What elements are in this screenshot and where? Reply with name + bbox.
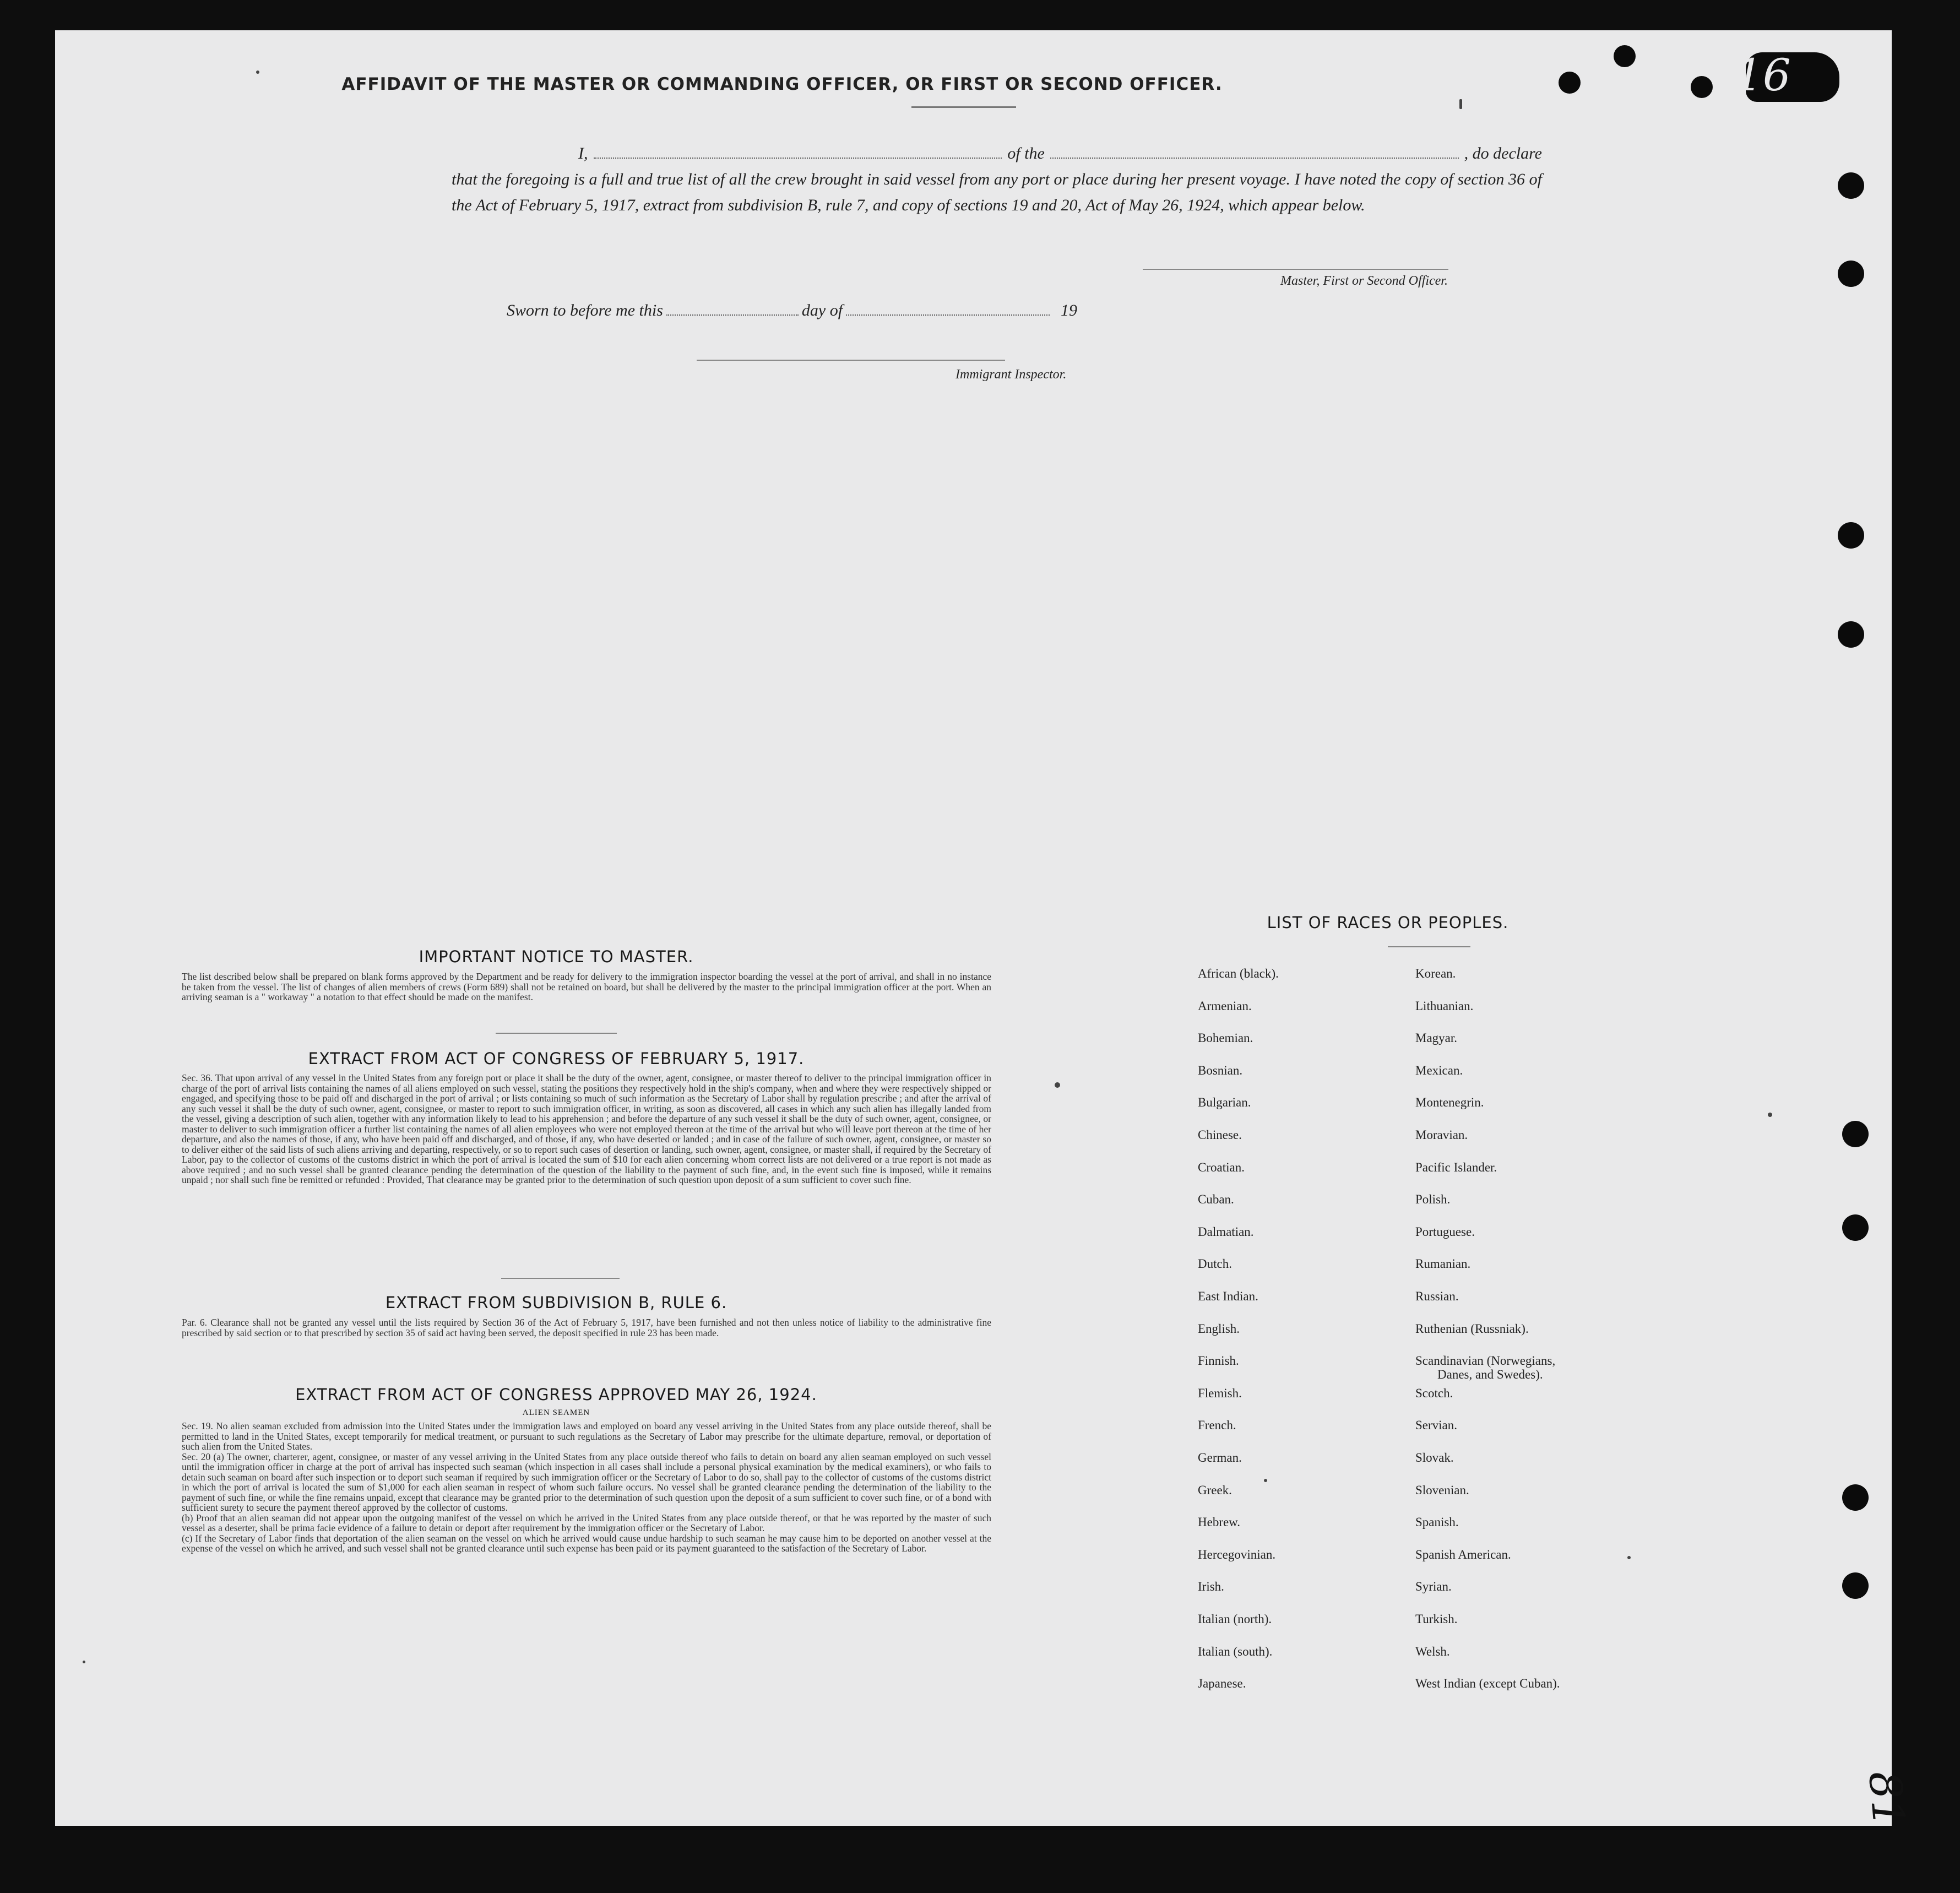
race-item: Turkish. <box>1415 1612 1458 1626</box>
scan-speck <box>1264 1479 1267 1482</box>
race-item: Polish. <box>1415 1192 1451 1207</box>
inspector-signature-line[interactable] <box>697 360 1005 361</box>
notice-divider <box>496 1033 617 1034</box>
race-item: Greek. <box>1198 1483 1232 1497</box>
affidavit-body <box>452 140 1542 218</box>
race-item: Bohemian. <box>1198 1031 1253 1045</box>
race-item: Bosnian. <box>1198 1063 1243 1077</box>
affidavit-statement: that the foregoing is a full and true list of all the crew brought in said vessel from any port or place during her present voyage. I have noted the copy of section 36 of the Act of February 5, 1917, extract from subdivision B, rule 7, and copy of sections 19 and 20, Act of May 26, 1924, which appear below. <box>452 170 1542 214</box>
section-20a: Sec. 20 (a) The owner, charterer, agent, consignee, or master of any vessel arriving in the United States from any place outside thereof who fails to detain on board any alien seaman employed on such vessel until the immigration officer in charge at the port of arrival has inspected such seaman (which inspection in all cases shall include a personal physical examination by the medical examiners), or who fails to detain such seaman on board after such inspection or to deport such seaman if required by such immigration officer or the Secretary of Labor to do so, shall pay to the collector of customs of the customs district in which the port of arrival is located the sum of $1,000 for each alien seaman in respect of whom such failure occurs. No vessel shall be granted clearance pending the determination of the liability to the payment of such fine, or while the fine remains unpaid, except that clearance may be granted prior to the determination of such question upon the deposit of a sum sufficient to cover such fine, or of a bond with sufficient surety to secure the payment thereof approved by the collector of customs. <box>182 1451 991 1513</box>
binder-hole <box>1838 172 1864 199</box>
race-item: Scandinavian (Norwegians, Danes, and Swedes). <box>1415 1354 1556 1382</box>
race-item: Spanish American. <box>1415 1547 1511 1561</box>
race-item: Armenian. <box>1198 999 1252 1013</box>
bottom-handwritten-number: 81 <box>1859 1769 1915 1830</box>
race-item: French. <box>1198 1418 1236 1433</box>
race-item: Mexican. <box>1415 1063 1463 1077</box>
race-item: Finnish. <box>1198 1354 1239 1368</box>
alien-seamen-subtitle: ALIEN SEAMEN <box>522 1408 590 1417</box>
sworn-year: 19 <box>1061 301 1078 319</box>
declarant-name-blank[interactable] <box>594 145 1002 159</box>
binder-hole <box>1838 261 1864 287</box>
sworn-day-label: day of <box>801 301 843 319</box>
race-item: German. <box>1198 1451 1242 1465</box>
scan-speck <box>256 70 259 74</box>
race-item: Welsh. <box>1415 1644 1450 1658</box>
inspector-signature-label: Immigrant Inspector. <box>955 367 1067 382</box>
race-item: Chinese. <box>1198 1128 1242 1142</box>
race-item: Lithuanian. <box>1415 999 1474 1013</box>
race-item: Irish. <box>1198 1580 1224 1594</box>
extract-1924-title: EXTRACT FROM ACT OF CONGRESS APPROVED MAY 26, 1924. <box>295 1385 817 1404</box>
binder-hole <box>1838 621 1864 648</box>
corner-handwritten-number: 16 <box>1735 50 1791 101</box>
extract-1917-divider <box>501 1278 620 1279</box>
scan-speck <box>1627 1556 1631 1559</box>
vessel-name-blank[interactable] <box>1050 145 1459 159</box>
race-item: West Indian (except Cuban). <box>1415 1677 1560 1691</box>
race-item: Scotch. <box>1415 1386 1453 1400</box>
binder-hole <box>1842 1121 1869 1147</box>
scan-speck <box>1768 1113 1772 1117</box>
notice-title: IMPORTANT NOTICE TO MASTER. <box>419 947 694 966</box>
binder-hole <box>1614 45 1636 67</box>
document-sheet <box>55 30 1892 1826</box>
race-item: Hebrew. <box>1198 1515 1241 1529</box>
notice-text: The list described below shall be prepared on blank forms approved by the Department and be ready for delivery to the immigration inspector boarding the vessel at the port of arrival, and shall in no instance be taken from the vessel. The list of changes of alien members of crews (Form 689) shall not be retained on board, but shall be delivered by the master to the principal immigration officer at the port. When an arriving seaman is a " workaway " a notation to that effect should be made on the manifest. <box>182 971 991 1002</box>
race-item: Russian. <box>1415 1289 1459 1303</box>
binder-hole <box>1691 76 1713 98</box>
sworn-line <box>507 301 1157 320</box>
affidavit-title: AFFIDAVIT OF THE MASTER OR COMMANDING OFFICER, OR FIRST OR SECOND OFFICER. <box>341 74 1223 94</box>
race-item: Korean. <box>1415 967 1456 980</box>
race-item: Bulgarian. <box>1198 1095 1251 1110</box>
binder-hole <box>1559 72 1581 94</box>
race-item: Portuguese. <box>1415 1224 1475 1239</box>
race-item: Hercegovinian. <box>1198 1547 1276 1561</box>
rule-6-text: Par. 6. Clearance shall not be granted any vessel until the lists required by Section 36 of the Act of February 5, 1917, have been furnished and not then unless notice of liability to the administrative fine prescribed by said section or to that prescribed by section 35 of said act having been served, the deposit specified in rule 23 has been made. <box>182 1317 991 1338</box>
race-item: Italian (south). <box>1198 1644 1273 1658</box>
section-20c: (c) If the Secretary of Labor finds that deportation of the alien seaman on the vessel on which he arrived would cause undue hardship to such seaman he may cause him to be deported on another vessel at the expense of the vessel on which he arrived, and such vessel shall not be granted clearance until such expense has been paid or its payment guaranteed to the satisfaction of the Secretary of Labor. <box>182 1532 991 1554</box>
races-left-column <box>1198 967 1418 1738</box>
race-item: Italian (north). <box>1198 1612 1272 1626</box>
race-item: English. <box>1198 1321 1240 1336</box>
race-item: Japanese. <box>1198 1677 1246 1691</box>
race-item: Flemish. <box>1198 1386 1242 1400</box>
binder-hole <box>1842 1214 1869 1241</box>
race-item: Dalmatian. <box>1198 1224 1254 1239</box>
title-underline <box>911 106 1016 108</box>
extract-1917-title: EXTRACT FROM ACT OF CONGRESS OF FEBRUARY 5, 1917. <box>308 1049 805 1068</box>
officer-signature-label: Master, First or Second Officer. <box>1280 274 1448 288</box>
declare-suffix: , do declare <box>1464 144 1542 162</box>
extract-1924-text <box>182 1421 991 1554</box>
vessel-prefix: of the <box>1007 144 1045 162</box>
race-item: Dutch. <box>1198 1257 1232 1271</box>
scan-speck <box>1055 1082 1060 1088</box>
races-title: LIST OF RACES OR PEOPLES. <box>1267 913 1509 932</box>
races-right-column <box>1415 967 1691 1738</box>
rule-6-title: EXTRACT FROM SUBDIVISION B, RULE 6. <box>385 1293 727 1312</box>
race-item: Rumanian. <box>1415 1257 1471 1271</box>
race-item: African (black). <box>1198 967 1279 980</box>
race-item: Moravian. <box>1415 1128 1468 1142</box>
declarant-prefix: I, <box>578 144 588 162</box>
race-item: Croatian. <box>1198 1160 1245 1174</box>
race-item: Magyar. <box>1415 1031 1458 1045</box>
declarant-line <box>452 140 1542 166</box>
race-item-continuation: Danes, and Swedes). <box>1437 1368 1543 1382</box>
extract-1917-text: Sec. 36. That upon arrival of any vessel in the United States from any foreign port or place it shall be the duty of the owner, agent, consignee, or master thereof to deliver to the principal immigration officer in charge of the port of arrival lists containing the names of all aliens employed on such vessel, stating the positions they respectively hold in the ship's company, when and where they were respectively shipped or engaged, and specifying those to be paid off and discharged in the port of arrival ; or lists containing so much of such information as the Secretary of Labor shall by regulation prescribe ; and after the arrival of any such vessel it shall be the duty of such owner, agent, consignee, or master to report to such immigration officer, in writing, as soon as discovered, all cases in which any such alien has illegally landed from the vessel, giving a description of such alien, together with any information likely to lead to his apprehension ; and before the departure of any such vessel it shall be the duty of such owner, agent, consignee, or master to deliver to such immigration officer a further list containing the names of all alien employees who were not employed thereon at the time of the arrival but who will leave port thereon at the time of her departure, and also the names of those, if any, who have been paid off and discharged, and of those, if any, who have deserted or landed ; and in case of the failure of such owner, agent, consignee, or master so to deliver either of the said lists of such aliens arriving and departing, respectively, or so to report such cases of desertion or landing, such owner, agent, consignee, or master shall, if required by the Secretary of Labor, pay to the collector of customs of the customs district in which the port of arrival is located the sum of $10 for each alien concerning whom correct lists are not delivered or a true report is not made as above required ; and no such vessel shall be granted clearance pending the determination of the question of the liability to the payment of such fine, and, in the event such fine is imposed, while it remains unpaid ; nor shall such fine be remitted or refunded : Provided, That clearance may be granted prior to the determination of such question upon deposit of a sum sufficient to cover such fine. <box>182 1072 991 1185</box>
sworn-month-blank[interactable] <box>846 303 1050 316</box>
binder-hole <box>1842 1572 1869 1599</box>
race-item: East Indian. <box>1198 1289 1258 1303</box>
section-20b: (b) Proof that an alien seaman did not appear upon the outgoing manifest of the vessel on which he arrived in the United States from any place outside thereof, or that he was reported by the master of such vessel as a deserter, shall be prima facie evidence of a failure to detain or deport after requirement by the immigration officer or the Secretary of Labor. <box>182 1512 991 1533</box>
race-item: Pacific Islander. <box>1415 1160 1497 1174</box>
binder-hole <box>1838 522 1864 549</box>
races-divider <box>1388 946 1470 947</box>
race-item: Servian. <box>1415 1418 1458 1433</box>
race-item: Slovak. <box>1415 1451 1454 1465</box>
binder-hole <box>1842 1484 1869 1511</box>
officer-signature-line[interactable] <box>1143 269 1448 270</box>
scan-speck <box>1459 99 1462 109</box>
race-item: Montenegrin. <box>1415 1095 1484 1110</box>
sworn-day-blank[interactable] <box>666 303 799 316</box>
race-item: Ruthenian (Russniak). <box>1415 1321 1529 1336</box>
race-item: Slovenian. <box>1415 1483 1469 1497</box>
race-item: Cuban. <box>1198 1192 1234 1207</box>
race-item: Spanish. <box>1415 1515 1459 1529</box>
sworn-prefix: Sworn to before me this <box>507 301 663 319</box>
section-19: Sec. 19. No alien seaman excluded from admission into the United States under the immigration laws and employed on board any vessel arriving in the United States from any place outside thereof, shall be permitted to land in the United States, except temporarily for medical treatment, or pursuant to such regulations as the Secretary of Labor may prescribe for the ultimate departure, removal, or deportation of such alien from the United States. <box>182 1420 991 1452</box>
scan-speck <box>83 1661 85 1663</box>
race-item: Syrian. <box>1415 1580 1452 1594</box>
